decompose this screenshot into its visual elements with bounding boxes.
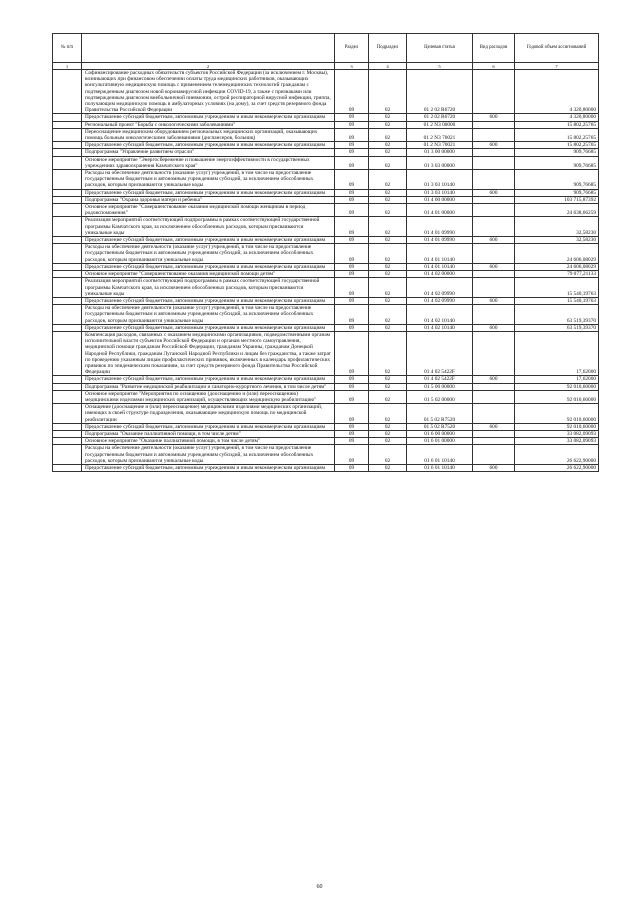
row-podrazdel: 02: [369, 217, 407, 237]
row-amount: 15 540,19763: [515, 278, 599, 298]
row-name: Реализация мероприятий соответствующей подпрограммы в рамках соответствующей государственной программы Камчатского края, за исключением обособленных расходов, которым присваиваются уникальные коды: [82, 217, 335, 237]
row-podrazdel: 02: [369, 423, 407, 430]
row-expense-type: [473, 128, 515, 141]
row-expense-type: 600: [473, 114, 515, 121]
row-target-article: 01 4 01 09990: [407, 237, 473, 244]
header-target: Целевая статья: [407, 34, 473, 63]
row-number: [53, 271, 82, 278]
row-razdel: 09: [335, 324, 369, 331]
table-row: [53, 114, 599, 121]
row-amount: 63 519,39370: [515, 305, 599, 325]
row-razdel: 09: [335, 189, 369, 196]
table-body: [53, 70, 599, 472]
table-row: [53, 271, 599, 278]
row-razdel: 09: [335, 438, 369, 445]
row-target-article: 01 4 02 09990: [407, 297, 473, 304]
row-razdel: 09: [335, 142, 369, 149]
row-expense-type: 600: [473, 237, 515, 244]
row-expense-type: 600: [473, 423, 515, 430]
row-razdel: 09: [335, 128, 369, 141]
row-razdel: 09: [335, 263, 369, 270]
row-expense-type: [473, 438, 515, 445]
row-name: Расходы на обеспечение деятельности (оказание услуг) учреждений, в том числе на предоставление государственным бюджетным и автономным учреждениям субсидий, за исключением обособленных расходов, которым присваиваются уникальные коды: [82, 305, 335, 325]
row-razdel: 09: [335, 331, 369, 375]
row-expense-type: [473, 70, 515, 114]
row-name: Подпрограмма "Развитие медицинской реабилитации и санаторно-курортного лечения, в том числе детям": [82, 383, 335, 390]
row-podrazdel: 02: [369, 128, 407, 141]
row-podrazdel: 02: [369, 271, 407, 278]
column-number: 4: [369, 63, 407, 70]
table-row: [53, 430, 599, 437]
row-target-article: 01 6 01 00000: [407, 438, 473, 445]
row-expense-type: [473, 390, 515, 403]
row-podrazdel: 02: [369, 430, 407, 437]
row-name: Переоснащение медицинским оборудованием региональных медицинских организаций, оказывающих помощь больным онкологическими заболеваниями (диспансеров, больниц): [82, 128, 335, 141]
row-target-article: 01 4 02 00000: [407, 271, 473, 278]
table-row: [53, 237, 599, 244]
row-number: [53, 204, 82, 217]
row-expense-type: 600: [473, 142, 515, 149]
row-name: Предоставление субсидий бюджетным, автономным учреждениям и иным некоммерческим организациям: [82, 114, 335, 121]
row-expense-type: [473, 149, 515, 156]
column-number: 3: [335, 63, 369, 70]
row-podrazdel: 02: [369, 390, 407, 403]
row-number: [53, 464, 82, 471]
row-razdel: 09: [335, 156, 369, 169]
table-row: [53, 423, 599, 430]
table-row: [53, 170, 599, 190]
row-target-article: 01 5 00 00000: [407, 383, 473, 390]
row-number: [53, 278, 82, 298]
row-name: Основное мероприятие "Энергосбережение и повышение энергоэффективности в государственных учреждениях здравоохранения Камчатского края": [82, 156, 335, 169]
row-name: Основное мероприятие "Совершенствование оказания медицинской помощи детям": [82, 271, 335, 278]
row-target-article: 01 3 00 00000: [407, 149, 473, 156]
budget-table-sheet: [52, 33, 598, 472]
row-name: Основное мероприятие "Мероприятия по оснащению (дооснащению и (или) переоснащению) медицинскими изделиями медицинских организаций, осуществляющих медицинскую реабилитацию": [82, 390, 335, 403]
table-row: [53, 305, 599, 325]
row-razdel: 09: [335, 383, 369, 390]
table-row: [53, 383, 599, 390]
row-podrazdel: 02: [369, 464, 407, 471]
row-razdel: 09: [335, 376, 369, 383]
row-razdel: 09: [335, 244, 369, 264]
table-row: [53, 445, 599, 465]
row-expense-type: [473, 331, 515, 375]
row-amount: 92 010,60000: [515, 423, 599, 430]
row-number: [53, 404, 82, 424]
row-number: [53, 297, 82, 304]
table-row: [53, 404, 599, 424]
row-amount: 24 606,08029: [515, 244, 599, 264]
row-razdel: 09: [335, 278, 369, 298]
header-vid: Вид расходов: [473, 34, 515, 63]
row-amount: 92 010,60000: [515, 383, 599, 390]
row-target-article: 01 3 03 10140: [407, 189, 473, 196]
row-podrazdel: 02: [369, 404, 407, 424]
row-podrazdel: 02: [369, 383, 407, 390]
row-amount: 26 622,90000: [515, 464, 599, 471]
row-number: [53, 390, 82, 403]
row-razdel: 09: [335, 390, 369, 403]
row-target-article: 01 5 02 R7520: [407, 404, 473, 424]
row-name: Расходы на обеспечение деятельности (оказание услуг) учреждений, в том числе на предоставление государственным бюджетным и автономным учреждениям субсидий, за исключением обособленных расходов, которым присваиваются уникальные коды: [82, 244, 335, 264]
row-target-article: 01 6 01 10140: [407, 445, 473, 465]
column-number: 7: [515, 63, 599, 70]
row-razdel: 09: [335, 114, 369, 121]
row-number: [53, 128, 82, 141]
table-row: [53, 390, 599, 403]
row-podrazdel: 02: [369, 237, 407, 244]
row-podrazdel: 02: [369, 244, 407, 264]
row-amount: 63 519,39370: [515, 324, 599, 331]
row-podrazdel: 02: [369, 331, 407, 375]
row-number: [53, 324, 82, 331]
header-num: № п/п: [53, 34, 82, 63]
row-expense-type: [473, 445, 515, 465]
row-expense-type: [473, 430, 515, 437]
row-podrazdel: 02: [369, 278, 407, 298]
row-name: Основное мероприятие "Совершенствование оказания медицинской помощи женщинам в период родовспоможения": [82, 204, 335, 217]
table-row: [53, 217, 599, 237]
row-amount: 33 082,09093: [515, 430, 599, 437]
row-razdel: 09: [335, 170, 369, 190]
row-name: Предоставление субсидий бюджетным, автономным учреждениям и иным некоммерческим организациям: [82, 423, 335, 430]
row-number: [53, 170, 82, 190]
table-row: [53, 204, 599, 217]
row-podrazdel: 02: [369, 204, 407, 217]
table-row: [53, 376, 599, 383]
row-amount: 15 802,25765: [515, 121, 599, 128]
row-expense-type: 600: [473, 297, 515, 304]
row-target-article: 01 4 01 09990: [407, 217, 473, 237]
row-number: [53, 196, 82, 203]
row-podrazdel: 02: [369, 305, 407, 325]
row-amount: 24 606,08029: [515, 263, 599, 270]
table-row: [53, 142, 599, 149]
row-podrazdel: 02: [369, 170, 407, 190]
row-razdel: 09: [335, 237, 369, 244]
row-razdel: 09: [335, 196, 369, 203]
column-number: 5: [407, 63, 473, 70]
row-name: Предоставление субсидий бюджетным, автономным учреждениям и иным некоммерческим организациям: [82, 263, 335, 270]
row-number: [53, 263, 82, 270]
row-razdel: 09: [335, 423, 369, 430]
row-amount: 92 010,60000: [515, 390, 599, 403]
table-row: [53, 121, 599, 128]
row-name: Подпрограмма "Управление развитием отрасли": [82, 149, 335, 156]
row-podrazdel: 02: [369, 438, 407, 445]
row-expense-type: [473, 217, 515, 237]
row-amount: 15 802,25765: [515, 128, 599, 141]
table-row: [53, 263, 599, 270]
row-podrazdel: 02: [369, 324, 407, 331]
row-target-article: 01 4 02 5422F: [407, 331, 473, 375]
row-number: [53, 70, 82, 114]
row-podrazdel: 02: [369, 114, 407, 121]
row-target-article: 01 4 02 10140: [407, 305, 473, 325]
row-expense-type: [473, 204, 515, 217]
row-name: Компенсация расходов, связанных с оказанием медицинскими организациями, подведомственными органам исполнительной власти субъектов Российской Федерации и органам местного самоуправления, медицинской помощи гражданам Российской Федерации, гражданам Украины, гражданам Донецкой Народной Республики, гражданам Луганской Народной Республики и лицам без гражданства, а также затрат по проведению указанным лицам профилактических прививок, включенных в календарь профилактических прививок по эпидемическим показаниям, за счет средств резервного фонда Правительства Российской Федерации: [82, 331, 335, 375]
row-podrazdel: 02: [369, 149, 407, 156]
row-target-article: 01 2 N3 00000: [407, 121, 473, 128]
table-row: [53, 438, 599, 445]
row-name: Оснащение (дооснащение и (или) переоснащение) медицинскими изделиями медицинских организаций, имеющих в своей структуре подразделения, оказывающие медицинскую помощь по медицинской реабилитации: [82, 404, 335, 424]
row-target-article: 01 2 02 R6720: [407, 70, 473, 114]
row-razdel: 09: [335, 445, 369, 465]
row-number: [53, 142, 82, 149]
row-amount: 32,58230: [515, 217, 599, 237]
row-number: [53, 438, 82, 445]
row-number: [53, 376, 82, 383]
row-expense-type: [473, 383, 515, 390]
row-amount: 79 077,21133: [515, 271, 599, 278]
row-expense-type: [473, 196, 515, 203]
row-target-article: 01 4 02 5422F: [407, 376, 473, 383]
row-amount: 4 320,80000: [515, 114, 599, 121]
row-amount: 24 638,66259: [515, 204, 599, 217]
row-target-article: 01 4 02 10140: [407, 324, 473, 331]
row-amount: 4 320,80000: [515, 70, 599, 114]
row-amount: 909,76685: [515, 170, 599, 190]
row-number: [53, 149, 82, 156]
row-target-article: 01 3 03 10140: [407, 170, 473, 190]
row-number: [53, 189, 82, 196]
table-row: [53, 297, 599, 304]
table-row: [53, 331, 599, 375]
row-expense-type: [473, 156, 515, 169]
table-header-row: [53, 34, 599, 63]
row-target-article: 01 2 02 R6720: [407, 114, 473, 121]
table-row: [53, 149, 599, 156]
row-name: Основное мероприятие "Оказание паллиативной помощи, в том числе детям": [82, 438, 335, 445]
row-name: Предоставление субсидий бюджетным, автономным учреждениям и иным некоммерческим организациям: [82, 297, 335, 304]
row-expense-type: [473, 170, 515, 190]
row-razdel: 09: [335, 430, 369, 437]
row-podrazdel: 02: [369, 297, 407, 304]
header-name: [82, 34, 335, 63]
row-podrazdel: 02: [369, 376, 407, 383]
row-name: Расходы на обеспечение деятельности (оказание услуг) учреждений, в том числе на предоставление государственным бюджетным и автономным учреждениям субсидий, за исключением обособленных расходов, которым присваиваются уникальные коды: [82, 445, 335, 465]
row-amount: 15 802,25765: [515, 142, 599, 149]
row-number: [53, 430, 82, 437]
row-razdel: 09: [335, 217, 369, 237]
row-amount: 909,76685: [515, 156, 599, 169]
row-number: [53, 305, 82, 325]
row-razdel: 09: [335, 204, 369, 217]
page-number: 60: [316, 884, 323, 890]
row-name: Предоставление субсидий бюджетным, автономным учреждениям и иным некоммерческим организациям: [82, 142, 335, 149]
column-number: 2: [82, 63, 335, 70]
table-row: [53, 70, 599, 114]
row-number: [53, 423, 82, 430]
row-podrazdel: 02: [369, 196, 407, 203]
row-amount: 17,62000: [515, 376, 599, 383]
row-number: [53, 114, 82, 121]
header-podrazdel: Подраздел: [369, 34, 407, 63]
row-name: Софинансирование расходных обязательств субъектов Российской Федерации (за исключением г. Москвы), возникающих при финансовом обеспечении оплаты труда медицинских работников, оказывающих консультативную медицинскую помощь с применением телемедицинских технологий гражданам с подтвержденным диагнозом новой коронавирусной инфекции COVID-19, а также с признаками или подтвержденным диагнозом внебольничной пневмонии, острой респираторной вирусной инфекции, гриппа, получающим медицинскую помощь в амбулаторных условиях (на дому), за счет средств резервного фонда Правительства Российской Федерации: [82, 70, 335, 114]
row-name: Расходы на обеспечение деятельности (оказание услуг) учреждений, в том числе на предоставление государственным бюджетным и автономным учреждениям субсидий, за исключением обособленных расходов, которым присваиваются уникальные коды: [82, 170, 335, 190]
row-razdel: 09: [335, 404, 369, 424]
row-target-article: 01 4 00 00000: [407, 196, 473, 203]
header-amount: Годовой объем ассигнований: [515, 34, 599, 63]
row-podrazdel: 02: [369, 156, 407, 169]
column-number: 1: [53, 63, 82, 70]
row-expense-type: 600: [473, 263, 515, 270]
row-expense-type: 600: [473, 324, 515, 331]
row-expense-type: [473, 278, 515, 298]
row-number: [53, 445, 82, 465]
row-expense-type: 600: [473, 376, 515, 383]
column-number: 6: [473, 63, 515, 70]
row-target-article: 01 2 N3 70021: [407, 142, 473, 149]
row-name: Предоставление субсидий бюджетным, автономным учреждениям и иным некоммерческим организациям: [82, 237, 335, 244]
row-target-article: 01 4 02 09990: [407, 278, 473, 298]
row-amount: 909,76685: [515, 189, 599, 196]
row-name: Предоставление субсидий бюджетным, автономным учреждениям и иным некоммерческим организациям: [82, 376, 335, 383]
row-razdel: 09: [335, 464, 369, 471]
row-amount: 17,62000: [515, 331, 599, 375]
header-razdel: Раздел: [335, 34, 369, 63]
row-target-article: 01 4 01 10140: [407, 244, 473, 264]
row-amount: 33 082,09093: [515, 438, 599, 445]
row-amount: 26 622,90000: [515, 445, 599, 465]
row-target-article: 01 4 01 10140: [407, 263, 473, 270]
row-amount: 15 540,19763: [515, 297, 599, 304]
row-expense-type: [473, 121, 515, 128]
row-number: [53, 331, 82, 375]
row-target-article: 01 5 02 R7520: [407, 423, 473, 430]
budget-table: [52, 33, 599, 472]
row-target-article: 01 6 00 00000: [407, 430, 473, 437]
row-podrazdel: 02: [369, 142, 407, 149]
row-podrazdel: 02: [369, 263, 407, 270]
row-name: Предоставление субсидий бюджетным, автономным учреждениям и иным некоммерческим организациям: [82, 324, 335, 331]
table-row: [53, 324, 599, 331]
row-razdel: 09: [335, 297, 369, 304]
row-name: Подпрограмма "Охрана здоровья матери и ребенка": [82, 196, 335, 203]
table-row: [53, 128, 599, 141]
row-expense-type: 600: [473, 464, 515, 471]
table-row: [53, 278, 599, 298]
row-razdel: 09: [335, 271, 369, 278]
row-number: [53, 156, 82, 169]
row-expense-type: [473, 271, 515, 278]
row-amount: 909,76685: [515, 149, 599, 156]
table-row: [53, 464, 599, 471]
row-expense-type: [473, 305, 515, 325]
row-amount: 92 010,60000: [515, 404, 599, 424]
table-row: [53, 244, 599, 264]
row-expense-type: [473, 404, 515, 424]
row-expense-type: 600: [473, 189, 515, 196]
column-number-row: [53, 63, 599, 70]
table-row: [53, 196, 599, 203]
row-podrazdel: 02: [369, 445, 407, 465]
row-name: Предоставление субсидий бюджетным, автономным учреждениям и иным некоммерческим организациям: [82, 464, 335, 471]
row-expense-type: [473, 244, 515, 264]
row-podrazdel: 02: [369, 70, 407, 114]
table-row: [53, 156, 599, 169]
row-podrazdel: 02: [369, 121, 407, 128]
row-target-article: 01 5 02 00000: [407, 390, 473, 403]
row-target-article: 01 3 03 00000: [407, 156, 473, 169]
row-podrazdel: 02: [369, 189, 407, 196]
row-name: Предоставление субсидий бюджетным, автономным учреждениям и иным некоммерческим организациям: [82, 189, 335, 196]
row-razdel: 09: [335, 70, 369, 114]
row-name: Подпрограмма "Оказание паллиативной помощи, в том числе детям": [82, 430, 335, 437]
row-number: [53, 237, 82, 244]
row-number: [53, 244, 82, 264]
table-row: [53, 189, 599, 196]
row-razdel: 09: [335, 121, 369, 128]
row-name: Региональный проект "Борьба с онкологическими заболеваниями": [82, 121, 335, 128]
row-amount: 32,58230: [515, 237, 599, 244]
row-target-article: 01 4 01 00000: [407, 204, 473, 217]
row-target-article: 01 6 01 10140: [407, 464, 473, 471]
row-number: [53, 217, 82, 237]
row-amount: 103 715,87392: [515, 196, 599, 203]
row-name: Реализация мероприятий соответствующей подпрограммы в рамках соответствующей государственной программы Камчатского края, за исключением обособленных расходов, которым присваиваются уникальные коды: [82, 278, 335, 298]
row-razdel: 09: [335, 149, 369, 156]
row-razdel: 09: [335, 305, 369, 325]
row-target-article: 01 2 N3 70021: [407, 128, 473, 141]
row-number: [53, 383, 82, 390]
row-number: [53, 121, 82, 128]
